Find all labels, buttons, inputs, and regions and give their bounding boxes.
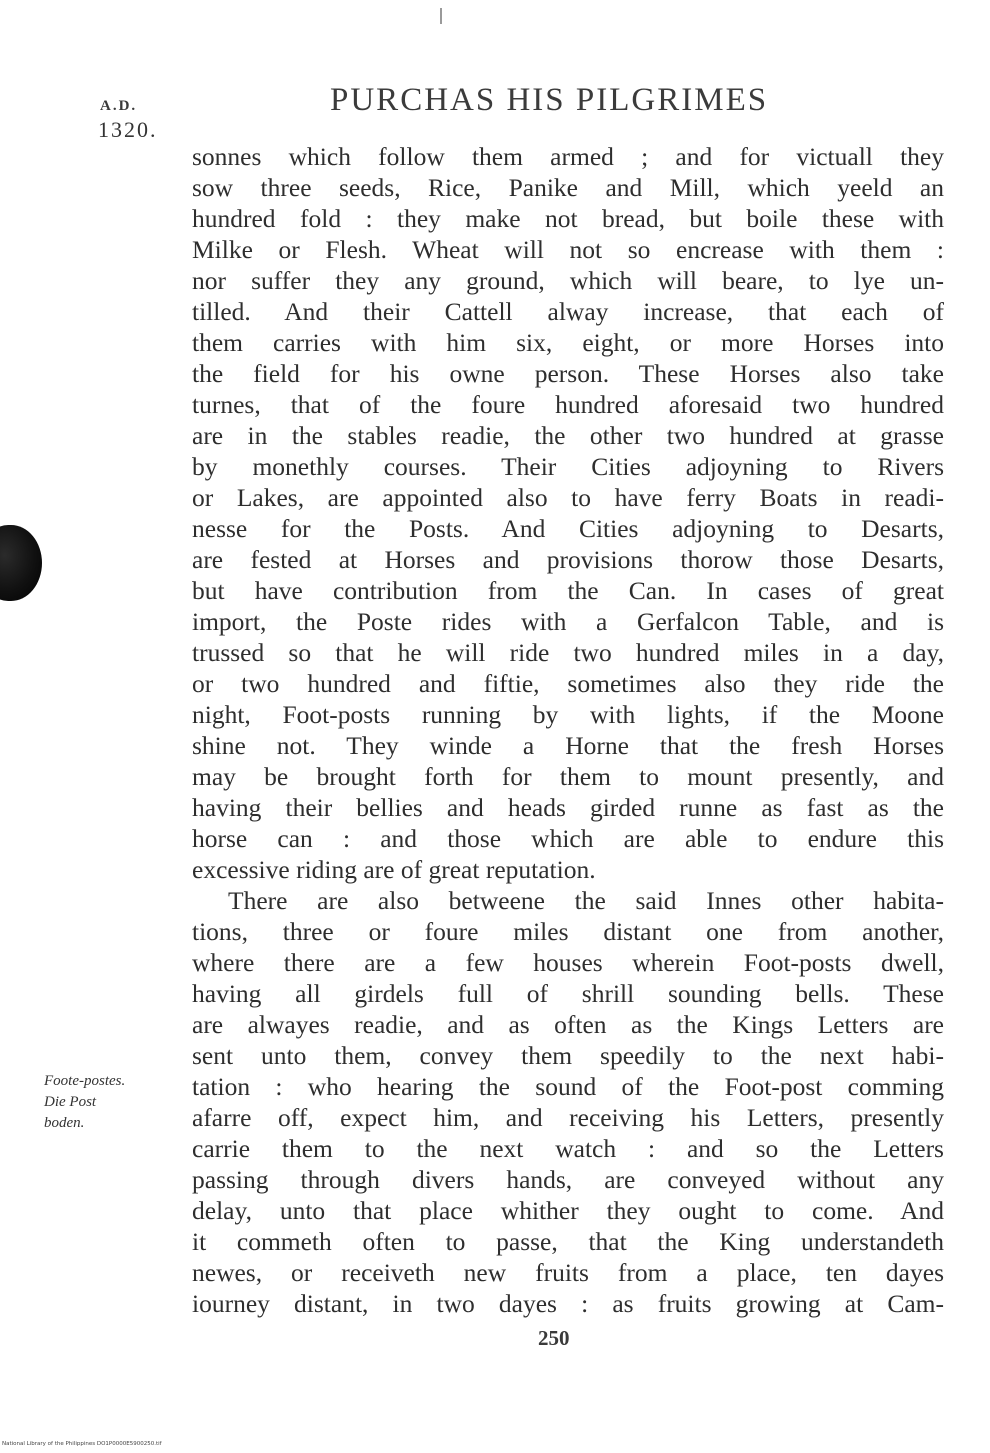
body-line: are in the stables readie, the other two hundred at grasse — [192, 421, 944, 450]
body-line: tation : who hearing the sound of the Foot-post comming — [192, 1072, 944, 1101]
body-line: it commeth often to passe, that the King understandeth — [192, 1227, 944, 1256]
body-line: passing through divers hands, are conveyed without any — [192, 1165, 944, 1194]
body-line: them carries with him six, eight, or more Horses into — [192, 328, 944, 357]
scan-mark — [440, 8, 442, 24]
body-line: nesse for the Posts. And Cities adjoyning to Desarts, — [192, 514, 944, 543]
body-line: or Lakes, are appointed also to have ferry Boats in readi- — [192, 483, 944, 512]
body-line: where there are a few houses wherein Foot-posts dwell, — [192, 948, 944, 977]
scan-credit: National Library of the Philippines DO1P0000E5900250.tif — [2, 1441, 162, 1447]
body-line: trussed so that he will ride two hundred miles in a day, — [192, 638, 944, 667]
body-line: horse can : and those which are able to endure this — [192, 824, 944, 853]
margin-date — [98, 98, 168, 143]
body-line: sow three seeds, Rice, Panike and Mill, which yeeld an — [192, 173, 944, 202]
body-line: by monethly courses. Their Cities adjoyning to Rivers — [192, 452, 944, 481]
body-line: sent unto them, convey them speedily to the next habi- — [192, 1041, 944, 1070]
running-head: PURCHAS HIS PILGRIMES — [330, 82, 769, 118]
body-line: the field for his owne person. These Horses also take — [192, 359, 944, 388]
margin-date-era: A.D. — [100, 98, 138, 114]
body-line: are fested at Horses and provisions thorow those Desarts, — [192, 545, 944, 574]
body-line: iourney distant, in two dayes : as fruits growing at Cam- — [192, 1289, 944, 1318]
margin-note-line: boden. — [44, 1115, 85, 1131]
body-line: hundred fold : they make not bread, but boile these with — [192, 204, 944, 233]
body-line: import, the Poste rides with a Gerfalcon Table, and is — [192, 607, 944, 636]
body-line: tions, three or foure miles distant one from another, — [192, 917, 944, 946]
body-line: night, Foot-posts running by with lights, if the Moone — [192, 700, 944, 729]
body-line: Milke or Flesh. Wheat will not so encrease with them : — [192, 235, 944, 264]
body-line: carrie them to the next watch : and so the Letters — [192, 1134, 944, 1163]
body-line: may be brought forth for them to mount presently, and — [192, 762, 944, 791]
page-number: 250 — [538, 1326, 570, 1350]
body-line: sonnes which follow them armed ; and for victuall they — [192, 142, 944, 171]
body-line: nor suffer they any ground, which will beare, to lye un- — [192, 266, 944, 295]
body-line: shine not. They winde a Horne that the fresh Horses — [192, 731, 944, 760]
body-line: but have contribution from the Can. In cases of great — [192, 576, 944, 605]
body-line: tilled. And their Cattell alway increase, that each of — [192, 297, 944, 326]
body-line-paragraph-start: There are also betweene the said Innes other habita- — [228, 886, 944, 915]
body-line: are alwayes readie, and as often as the Kings Letters are — [192, 1010, 944, 1039]
body-line: having all girdels full of shrill sounding bells. These — [192, 979, 944, 1008]
body-line: having their bellies and heads girded runne as fast as the — [192, 793, 944, 822]
body-line-paragraph-end: excessive riding are of great reputation. — [192, 855, 596, 884]
body-line: turnes, that of the foure hundred aforesaid two hundred — [192, 390, 944, 419]
scanner-thumb-shadow — [0, 525, 42, 601]
margin-note-line: Foote-postes. — [44, 1073, 126, 1089]
body-text — [192, 141, 944, 1319]
margin-date-year: 1320. — [98, 117, 158, 142]
body-line: newes, or receiveth new fruits from a place, ten dayes — [192, 1258, 944, 1287]
margin-note-line: Die Post — [44, 1094, 97, 1110]
body-line: or two hundred and fiftie, sometimes also they ride the — [192, 669, 944, 698]
body-line: afarre off, expect him, and receiving his Letters, presently — [192, 1103, 944, 1132]
body-line: delay, unto that place whither they ought to come. And — [192, 1196, 944, 1225]
margin-note — [44, 1071, 164, 1134]
